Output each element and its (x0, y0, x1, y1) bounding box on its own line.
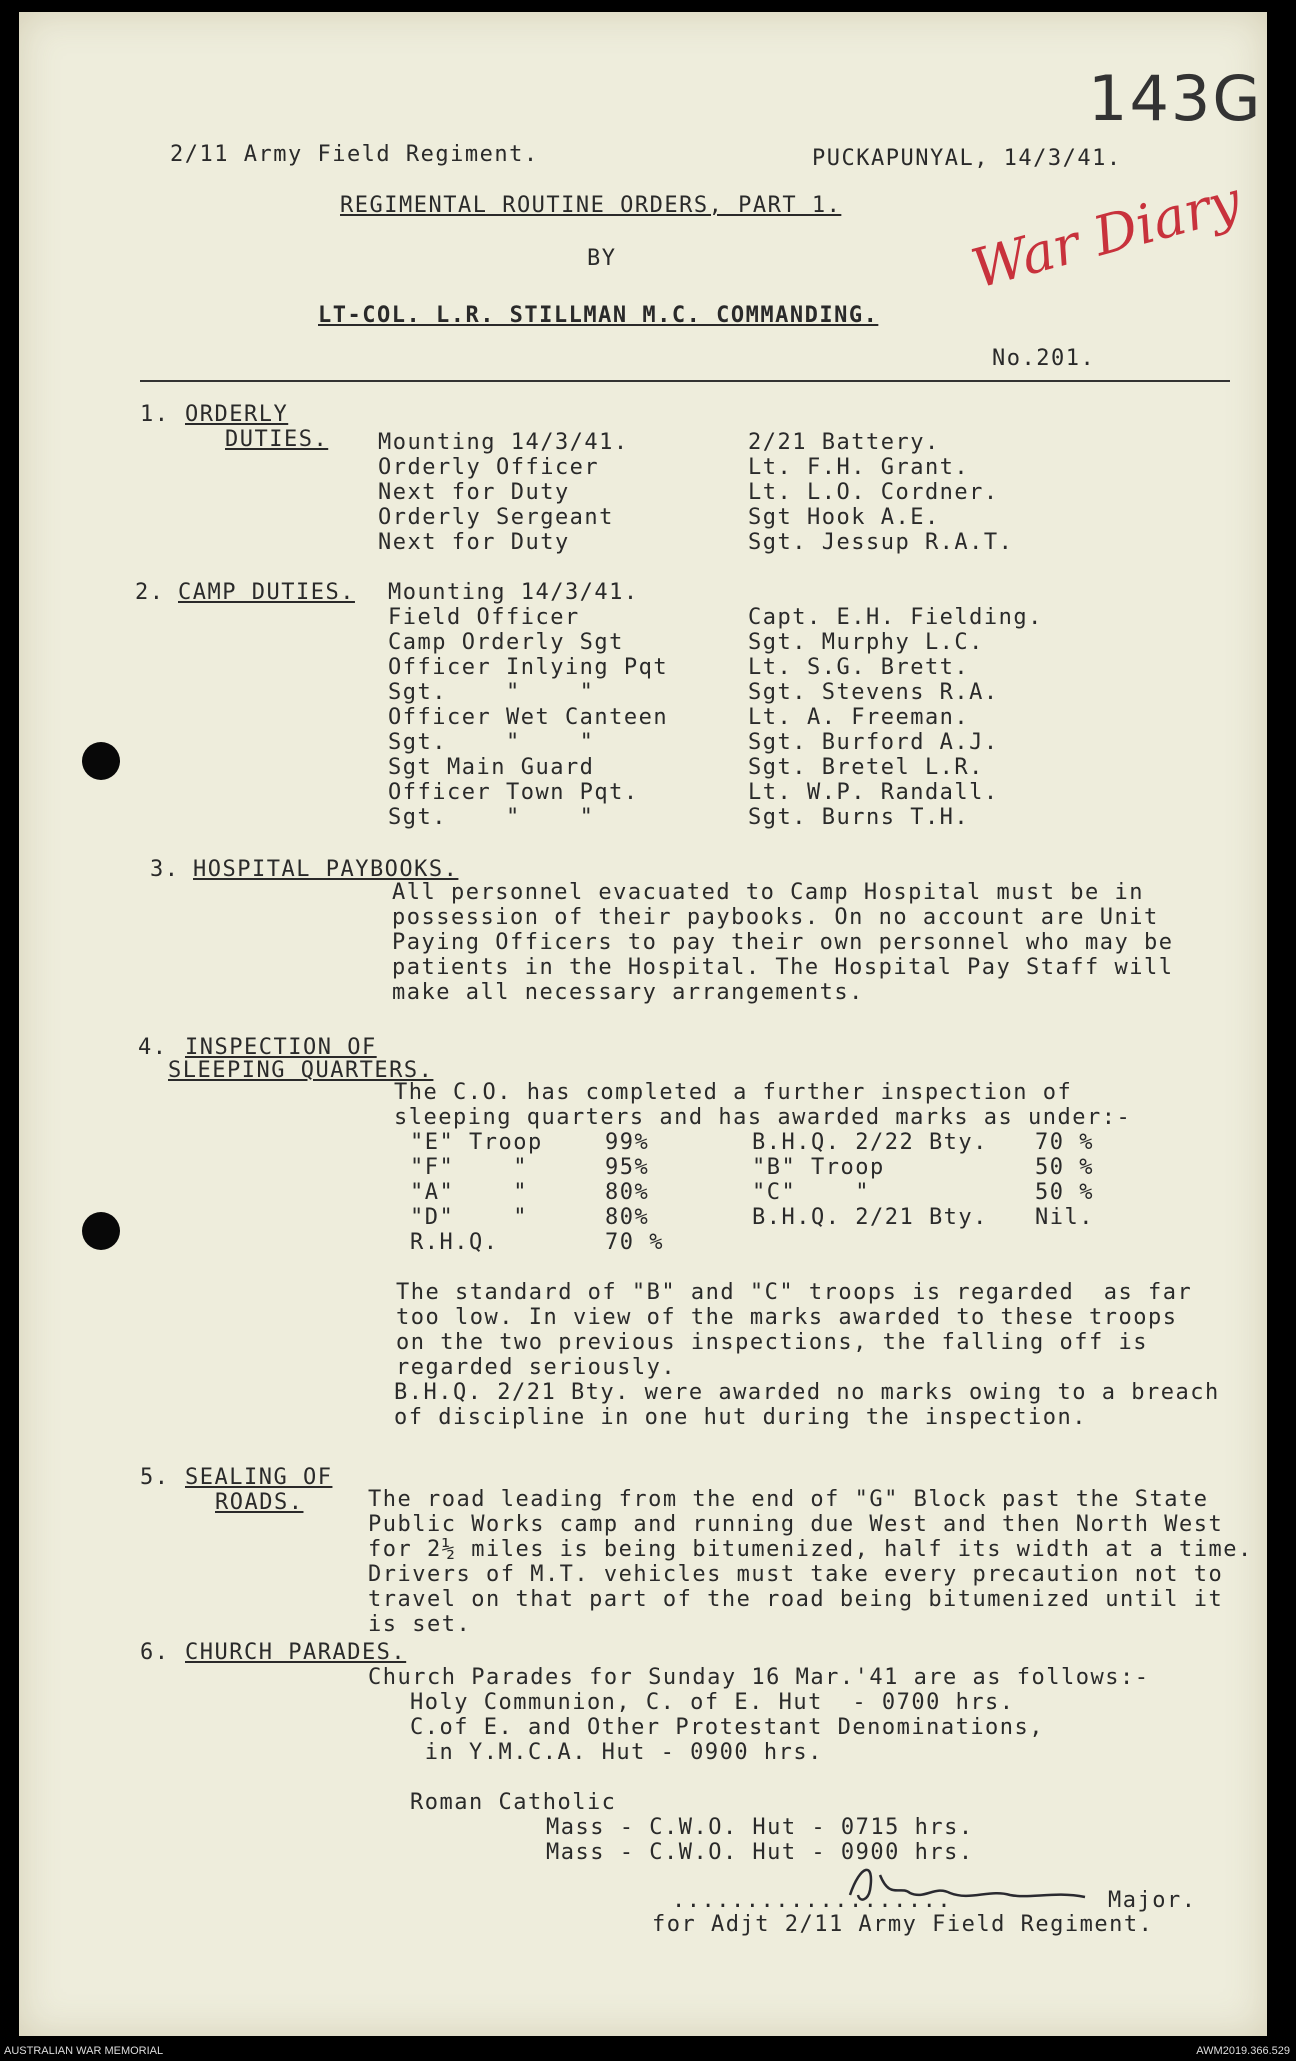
s1-title-line2: DUTIES. (225, 427, 329, 452)
place-date: PUCKAPUNYAL, 14/3/41. (812, 146, 1122, 171)
s4-title-line1: INSPECTION OF (185, 1035, 377, 1060)
s6-rc-line: Mass - C.W.O. Hut - 0900 hrs. (546, 1840, 974, 1865)
mark-unit: "F" " (410, 1155, 528, 1180)
s3-line: make all necessary arrangements. (392, 980, 864, 1005)
s6-number: 6. (140, 1640, 170, 1665)
s2-duty: Officer Inlying Pqt (388, 655, 669, 680)
s2-duty: Field Officer (388, 605, 580, 630)
s1-title-line1: ORDERLY (185, 402, 289, 427)
mark-value: 95% (605, 1155, 650, 1180)
s6-line: in Y.M.C.A. Hut - 0900 hrs. (410, 1740, 823, 1765)
punch-hole-bottom (82, 1212, 120, 1250)
s4-intro: sleeping quarters and has awarded marks as under:- (394, 1105, 1132, 1130)
s6-title: CHURCH PARADES. (185, 1640, 407, 1665)
punch-hole-top (82, 742, 120, 780)
mark-unit: "B" Troop (752, 1155, 885, 1180)
s5-line: for 2½ miles is being bitumenized, half its width at a time. (368, 1537, 1253, 1562)
s4-number: 4. (138, 1035, 168, 1060)
archive-footer-right: AWM2019.366.529 (1196, 2045, 1290, 2057)
s2-duty: Sgt. " " (388, 680, 595, 705)
s1-duty: Mounting 14/3/41. (378, 430, 629, 455)
s1-duty: Orderly Sergeant (378, 505, 614, 530)
by-label: BY (587, 246, 617, 271)
s1-duty: Next for Duty (378, 480, 570, 505)
s3-line: patients in the Hospital. The Hospital Pay Staff will (392, 955, 1174, 980)
mark-value: 70 % (605, 1230, 664, 1255)
mark-unit: B.H.Q. 2/22 Bty. (752, 1130, 988, 1155)
mark-value: 80% (605, 1205, 650, 1230)
archive-footer-left: AUSTRALIAN WAR MEMORIAL (4, 2045, 164, 2057)
mark-unit: "C" " (752, 1180, 870, 1205)
s2-duty: Sgt. " " (388, 805, 595, 830)
s3-line: Paying Officers to pay their own personnel who may be (392, 930, 1174, 955)
s2-assignee: Sgt. Bretel L.R. (748, 755, 984, 780)
s2-number: 2. (135, 580, 165, 605)
s3-number: 3. (150, 857, 180, 882)
s4-title-line2: SLEEPING QUARTERS. (168, 1058, 434, 1083)
header-rule (140, 380, 1230, 382)
signature-for-line: for Adjt 2/11 Army Field Regiment. (652, 1912, 1154, 1937)
s6-rc-line: Mass - C.W.O. Hut - 0715 hrs. (546, 1815, 974, 1840)
s6-intro: Church Parades for Sunday 16 Mar.'41 are as follows:- (368, 1665, 1150, 1690)
s2-assignee: Lt. A. Freeman. (748, 705, 970, 730)
handwritten-reference: 143G (1088, 62, 1263, 135)
s6-line: Holy Communion, C. of E. Hut - 0700 hrs. (410, 1690, 1015, 1715)
s4-line: B.H.Q. 2/21 Bty. were awarded no marks owing to a breach (394, 1380, 1220, 1405)
mark-unit: "A" " (410, 1180, 528, 1205)
s1-duty: Next for Duty (378, 530, 570, 555)
s2-duty: Officer Wet Canteen (388, 705, 669, 730)
order-number: No.201. (992, 346, 1096, 371)
s4-line: of discipline in one hut during the inspection. (394, 1405, 1088, 1430)
signature-rank: Major. (1108, 1888, 1197, 1913)
mark-value: 70 % (1035, 1130, 1094, 1155)
s1-duty: Orderly Officer (378, 455, 600, 480)
s5-line: Drivers of M.T. vehicles must take every precaution not to (368, 1562, 1224, 1587)
s2-assignee: Sgt. Murphy L.C. (748, 630, 984, 655)
s2-assignee: Sgt. Burford A.J. (748, 730, 999, 755)
s2-duty: Officer Town Pqt. (388, 780, 639, 805)
mark-value: 80% (605, 1180, 650, 1205)
s4-line: regarded seriously. (396, 1355, 677, 1380)
s1-assignee: Lt. L.O. Cordner. (748, 480, 999, 505)
s6-rc-title: Roman Catholic (410, 1790, 617, 1815)
signature-dots: ................... (672, 1888, 953, 1913)
s1-assignee: Sgt. Jessup R.A.T. (748, 530, 1014, 555)
s2-assignee: Lt. S.G. Brett. (748, 655, 970, 680)
s2-assignee: Lt. W.P. Randall. (748, 780, 999, 805)
commander-line: LT-COL. L.R. STILLMAN M.C. COMMANDING. (318, 303, 879, 328)
s5-number: 5. (140, 1465, 170, 1490)
s2-duty: Mounting 14/3/41. (388, 580, 639, 605)
mark-value: 50 % (1035, 1180, 1094, 1205)
s2-duty: Camp Orderly Sgt (388, 630, 624, 655)
mark-unit: R.H.Q. (410, 1230, 499, 1255)
s4-line: The standard of "B" and "C" troops is regarded as far (396, 1280, 1193, 1305)
s5-line: The road leading from the end of "G" Block past the State (368, 1487, 1209, 1512)
mark-value: Nil. (1035, 1205, 1094, 1230)
s1-number: 1. (140, 402, 170, 427)
s5-title-line2: ROADS. (215, 1490, 304, 1515)
war-diary-stamp: War Diary (965, 168, 1247, 301)
s5-title-line1: SEALING OF (185, 1465, 333, 1490)
mark-unit: "D" " (410, 1205, 528, 1230)
s2-title: CAMP DUTIES. (178, 580, 355, 605)
mark-unit: "E" Troop (410, 1130, 543, 1155)
s4-line: on the two previous inspections, the falling off is (396, 1330, 1149, 1355)
order-title: REGIMENTAL ROUTINE ORDERS, PART 1. (340, 193, 842, 218)
s4-intro: The C.O. has completed a further inspection of (394, 1080, 1073, 1105)
s1-assignee: Sgt Hook A.E. (748, 505, 940, 530)
s1-assignee: Lt. F.H. Grant. (748, 455, 970, 480)
s2-assignee: Sgt. Burns T.H. (748, 805, 970, 830)
mark-value: 50 % (1035, 1155, 1094, 1180)
s5-line: travel on that part of the road being bitumenized until it (368, 1587, 1224, 1612)
s3-title: HOSPITAL PAYBOOKS. (193, 857, 459, 882)
s2-duty: Sgt Main Guard (388, 755, 595, 780)
mark-unit: B.H.Q. 2/21 Bty. (752, 1205, 988, 1230)
s2-duty: Sgt. " " (388, 730, 595, 755)
s2-assignee: Sgt. Stevens R.A. (748, 680, 999, 705)
s5-line: is set. (368, 1612, 472, 1637)
s5-line: Public Works camp and running due West and then North West (368, 1512, 1224, 1537)
s2-assignee: Capt. E.H. Fielding. (748, 605, 1043, 630)
s3-line: possession of their paybooks. On no account are Unit (392, 905, 1159, 930)
s6-line: C.of E. and Other Protestant Denominations, (410, 1715, 1045, 1740)
mark-value: 99% (605, 1130, 650, 1155)
s1-assignee: 2/21 Battery. (748, 430, 940, 455)
s3-line: All personnel evacuated to Camp Hospital must be in (392, 880, 1145, 905)
s4-line: too low. In view of the marks awarded to these troops (396, 1305, 1178, 1330)
unit-name: 2/11 Army Field Regiment. (170, 142, 539, 167)
